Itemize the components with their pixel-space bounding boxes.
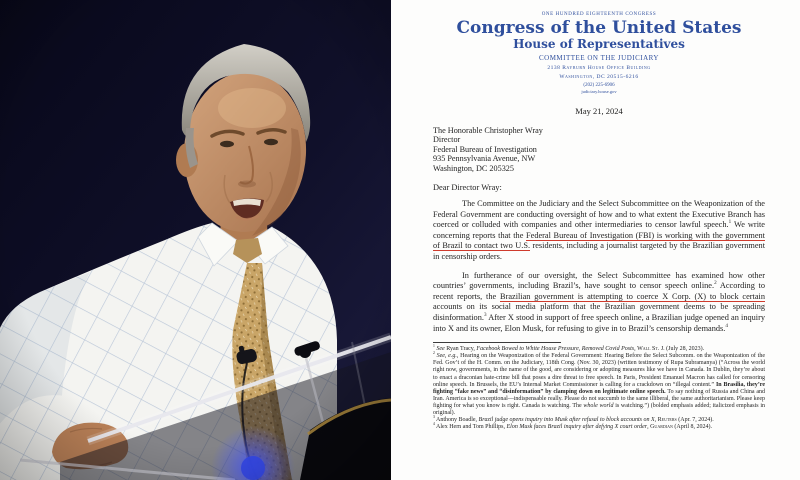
speaker-illustration <box>0 0 391 480</box>
recipient-agency: Federal Bureau of Investigation <box>433 144 537 154</box>
letterhead-address-line-1: 2138 Rayburn House Office Building <box>547 65 651 71</box>
footnote-2: $^2$ See, e.g., Hearing on the Weaponization of the Federal Government: Hearing Before the Select Subcomm. on the Weaponization of the Fed. Gov’t of the H. Comm. on the Judiciary, 118th Cong. (Nov. 30, 2023) (written testimony of Rupa Subramanya) (“Across the world right now, governments, in the name of the good, are considering or adopting measures like we have in Canada. In Dublin, they’re about to enact a draconian hate-crime bill that poses a dire threat to free speech. In Paris, President Emanuel Macron has called for censoring online speech. In Brussels, the EU’s Internal Market Commissioner is calling for a crackdown on “illegal content.” In Brasilia, they’re fighting “fake news” and “disinformation” by clamping down on legitimate online speech. To say nothing of Russia and China and Iran. America is so exceptional—indispensable really. Please do not succumb to the same illiberal, the same authoritarianism. Please keep fighting for what you know is right. Canada is watching. The whole world is watching.”) (bolded emphasis added; italicized emphasis in original). <box>433 351 766 416</box>
letterhead-address-line-2: Washington, DC 20515-6216 <box>559 74 639 80</box>
letter-document <box>391 0 800 480</box>
photo-vignette <box>0 0 391 480</box>
committee-name: COMMITTEE ON THE JUDICIARY <box>538 54 659 62</box>
salutation: Dear Director Wray: <box>433 183 502 193</box>
letterhead-title: Congress of the United States <box>456 18 742 38</box>
letterhead-phone: (202) 225-6906 <box>583 83 615 88</box>
letterhead-website: judiciary.house.gov <box>581 89 617 94</box>
footnote-1: $^1$ See Ryan Tracy, Facebook Bowed to White House Pressure, Removed Covid Posts, Wall St. J. (July 28, 2023). <box>433 344 705 353</box>
recipient-name: The Honorable Christopher Wray <box>433 126 543 135</box>
recipient-street: 935 Pennsylvania Avenue, NW <box>433 154 536 164</box>
footnote-separator <box>433 342 561 343</box>
congress-session-line: ONE HUNDRED EIGHTEENTH CONGRESS <box>541 12 657 17</box>
footnote-3: $^3$ Anthony Boadle, Brazil judge opens inquiry into Musk after refusal to block accounts on X, Reuters (Apr. 7, 2024). <box>433 415 714 424</box>
footnote-4: $^4$ Alex Hern and Tom Phillips, Elon Musk faces Brazil inquiry after defying X court order, Guardian (April 8, 2024). <box>433 422 713 431</box>
letter-paragraph-2: In furtherance of our oversight, the Select Subcommittee has examined how other countries’ governments, including Brazil’s, have sought to censor speech online.$^2$ According to recent reports, the Brazilian government is attempting to coerce X Corp. (X) to block certain accounts on its social media platform that the Brazilian government deems to be spreading disinformation.$^3$ After X stood in support of free speech online, a Brazilian judge opened an inquiry into X and its owner, Elon Musk, for refusing to give in to Brazil’s censorship demands.$^4$ <box>433 270 765 333</box>
recipient-title: Director <box>433 135 461 145</box>
recipient-address <box>433 126 765 173</box>
letter-paragraph-1: The Committee on the Judiciary and the Select Subcommittee on the Weaponization of the Federal Government are conducting oversight of how and to what extent the Executive Branch has coerced or colluded with companies and other intermediaries to censor lawful speech.$^1$ We write concerning reports that the Federal Bureau of Investigation (FBI) is working with the government of Brazil to contact two U.S. residents, including a journalist targeted by the Brazilian government in censorship orders. <box>433 199 766 261</box>
letter-date: May 21, 2024 <box>575 106 623 116</box>
speaker-photo <box>0 0 391 480</box>
recipient-city: Washington, DC 205325 <box>433 163 514 173</box>
letterhead <box>433 12 765 94</box>
letterhead-subtitle: House of Representatives <box>513 37 685 51</box>
